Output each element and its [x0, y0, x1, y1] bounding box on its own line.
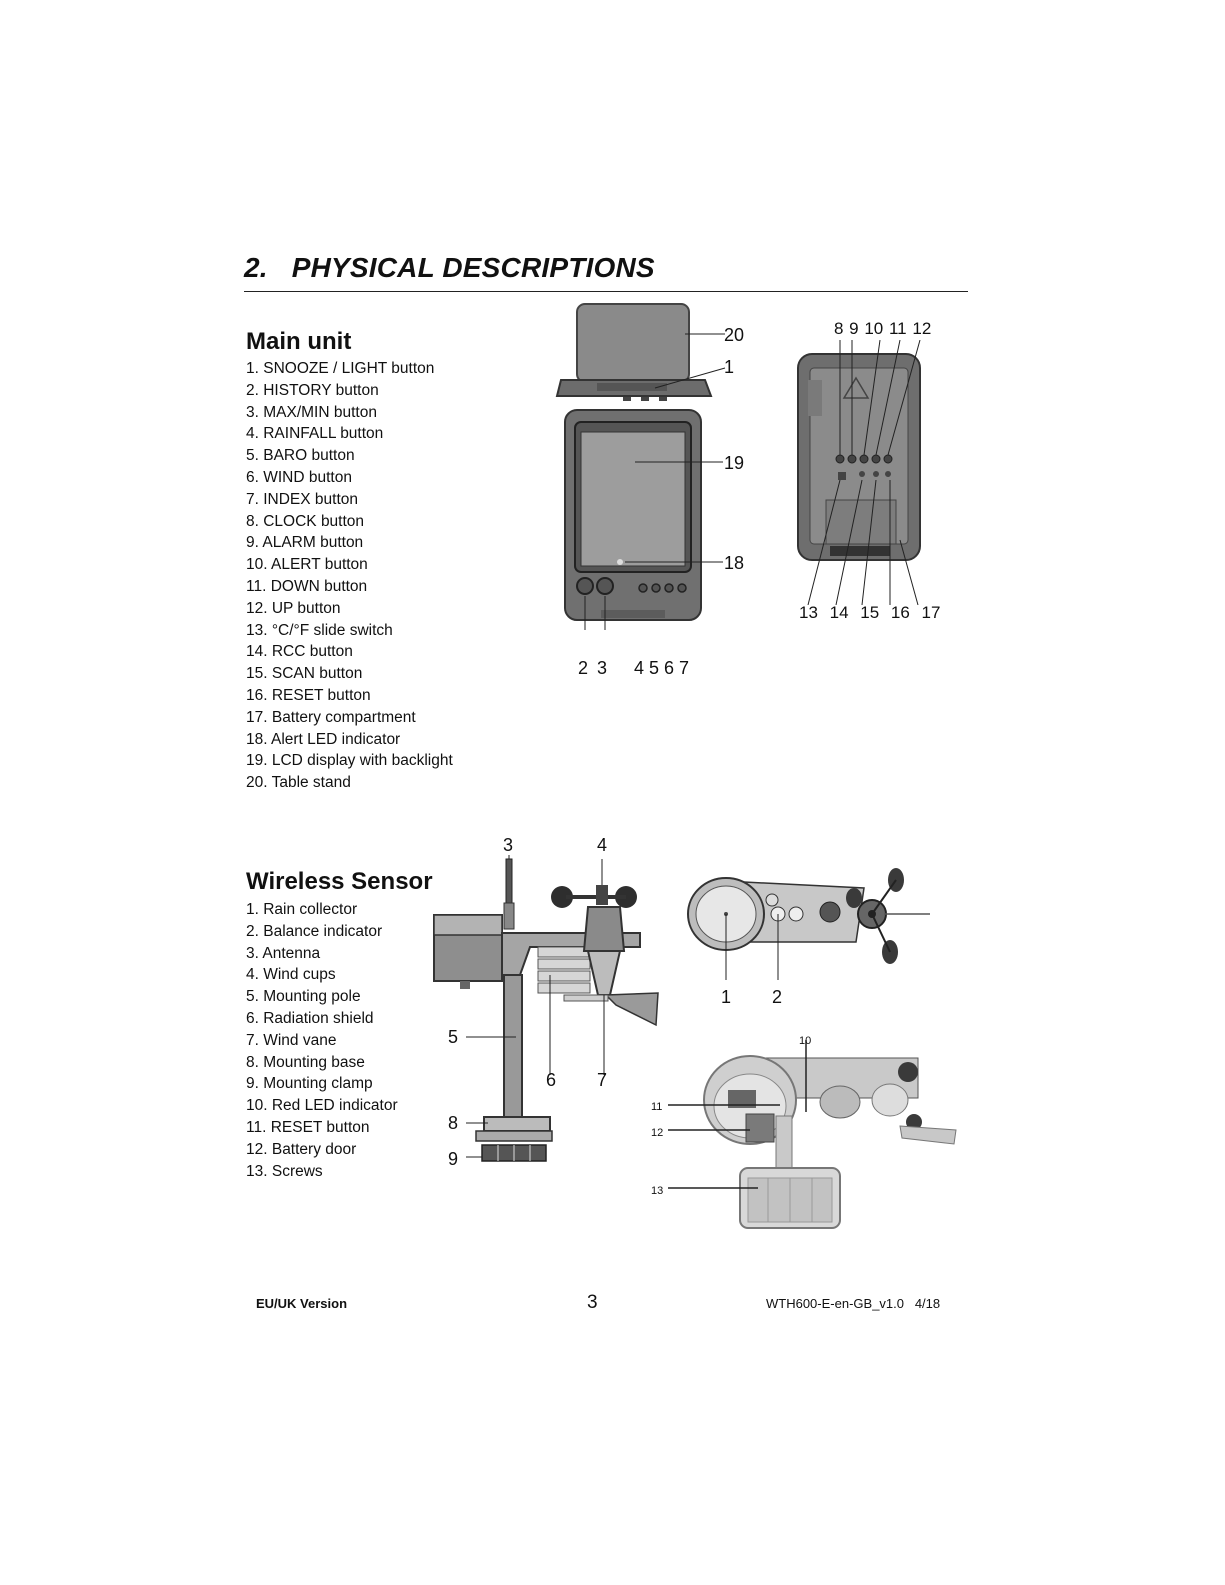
callout-4: 4 — [597, 835, 608, 855]
list-item: 1. SNOOZE / LIGHT button — [246, 360, 435, 377]
callout-5: 5 — [448, 1027, 459, 1047]
callout-19: 19 — [724, 453, 745, 473]
list-item: 4. RAINFALL button — [246, 425, 384, 443]
list-item: 3. MAX/MIN button — [246, 403, 377, 421]
list-item: 13. Screws — [246, 1162, 323, 1180]
list-item: 9. Mounting clamp — [246, 1075, 373, 1093]
list-item: 5. Mounting pole — [246, 988, 361, 1006]
footer-doc-id: WTH600-E-en-GB_v1.0 4/18 — [766, 1296, 941, 1311]
list-item: 17. Battery compartment — [246, 708, 416, 726]
list-item: 1. Rain collector — [246, 901, 358, 918]
list-item: 6. Radiation shield — [246, 1009, 374, 1027]
list-item: 11. RESET button — [246, 1118, 370, 1136]
list-item: 12. Battery door — [246, 1140, 357, 1158]
callout-4-7: 4 5 6 7 — [634, 658, 690, 678]
list-item: 20. Table stand — [246, 774, 351, 792]
list-item: 6. WIND button — [246, 468, 352, 486]
callout-1-collector: 1 — [721, 987, 732, 1007]
list-item: 12. UP button — [246, 599, 341, 617]
list-item: 4. Wind cups — [246, 966, 336, 984]
callout-11: 11 — [651, 1101, 663, 1113]
callout-18: 18 — [724, 553, 745, 573]
list-item: 13. °C/°F slide switch — [246, 621, 393, 639]
list-item: 7. Wind vane — [246, 1031, 337, 1049]
footer-version: EU/UK Version — [256, 1296, 348, 1311]
main-unit-list — [246, 358, 453, 794]
callout-13-17: 13 14 15 16 17 — [799, 603, 941, 622]
callout-8: 8 — [448, 1113, 459, 1133]
callout-10: 10 — [799, 1035, 812, 1047]
callout-1: 1 — [724, 357, 735, 377]
callout-8-12: 8 9 10 11 12 — [834, 319, 932, 338]
sensor-side-illustration — [430, 855, 670, 1175]
list-item: 19. LCD display with backlight — [246, 752, 453, 770]
list-item: 2. HISTORY button — [246, 381, 379, 399]
list-item: 16. RESET button — [246, 686, 371, 704]
wireless-sensor-list — [246, 899, 398, 1182]
section-heading — [244, 252, 655, 284]
wireless-sensor-heading: Wireless Sensor — [246, 868, 433, 895]
callout-12: 12 — [651, 1127, 664, 1139]
list-item: 14. RCC button — [246, 643, 353, 661]
list-item: 11. DOWN button — [246, 577, 368, 595]
section-number: 2. — [244, 252, 268, 283]
list-item: 2. Balance indicator — [246, 922, 383, 940]
list-item: 8. CLOCK button — [246, 512, 365, 530]
sensor-top-illustration — [684, 862, 940, 992]
list-item: 7. INDEX button — [246, 490, 359, 508]
list-item: 5. BARO button — [246, 447, 355, 465]
page-number: 3 — [587, 1292, 598, 1313]
callout-13: 13 — [651, 1185, 664, 1197]
main-unit-back-illustration — [790, 340, 940, 605]
callout-6: 6 — [546, 1070, 557, 1090]
list-item: 10. ALERT button — [246, 556, 368, 574]
list-item: 3. Antenna — [246, 944, 321, 962]
callout-2-3: 2 3 — [578, 658, 608, 678]
main-unit-heading: Main unit — [246, 328, 352, 355]
callout-2-balance: 2 — [772, 987, 783, 1007]
sensor-bottom-illustration — [650, 1030, 960, 1235]
list-item: 15. SCAN button — [246, 665, 363, 683]
callout-7: 7 — [597, 1070, 608, 1090]
list-item: 10. Red LED indicator — [246, 1097, 398, 1115]
callout-9: 9 — [448, 1149, 459, 1169]
list-item: 18. Alert LED indicator — [246, 730, 401, 748]
list-item: 8. Mounting base — [246, 1053, 365, 1071]
list-item: 9. ALARM button — [246, 534, 364, 552]
section-divider — [244, 291, 968, 292]
callout-3: 3 — [503, 835, 514, 855]
section-title: PHYSICAL DESCRIPTIONS — [291, 252, 655, 283]
callout-20: 20 — [724, 325, 745, 345]
